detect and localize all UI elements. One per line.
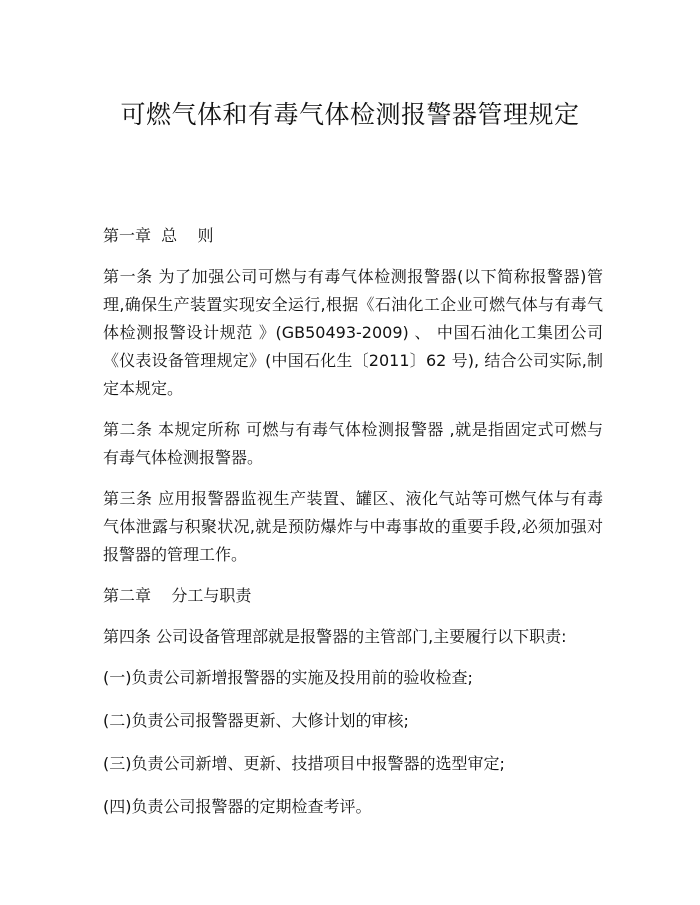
- document-body: [103, 222, 603, 836]
- document-title: 可燃气体和有毒气体检测报警器管理规定: [120, 100, 580, 129]
- chapter-2-heading: 第二章 分工与职责: [103, 586, 252, 605]
- article-2: 第二条 本规定所称 可燃与有毒气体检测报警器 ,就是指固定式可燃与有毒气体检测报警器。: [103, 420, 603, 467]
- article-4: 第四条 公司设备管理部就是报警器的主管部门,主要履行以下职责:: [103, 627, 567, 646]
- article-3: 第三条 应用报警器监视生产装置、罐区、液化气站等可燃气体与有毒气体泄露与积聚状况,就是预防爆炸与中毒事故的重要手段,必须加强对报警器的管理工作。: [103, 489, 603, 564]
- chapter-1-heading: 第一章 总 则: [103, 226, 214, 245]
- duty-item-3: (三)负责公司新增、更新、技措项目中报警器的选型审定;: [103, 754, 505, 773]
- article-1: 第一条 为了加强公司可燃与有毒气体检测报警器(以下简称报警器)管理,确保生产装置实现安全运行,根据《石油化工企业可燃气体与有毒气体检测报警设计规范 》(GB50493-2009) 、 中国石油化工集团公司《仪表设备管理规定》(中国石化生〔2011〕62 号), 结合公司实际,制定本规定。: [103, 267, 603, 398]
- duty-item-4: (四)负责公司报警器的定期检查考评。: [103, 797, 372, 816]
- duty-item-1: (一)负责公司新增报警器的实施及投用前的验收检查;: [103, 668, 473, 687]
- duty-item-2: (二)负责公司报警器更新、大修计划的审核;: [103, 711, 409, 730]
